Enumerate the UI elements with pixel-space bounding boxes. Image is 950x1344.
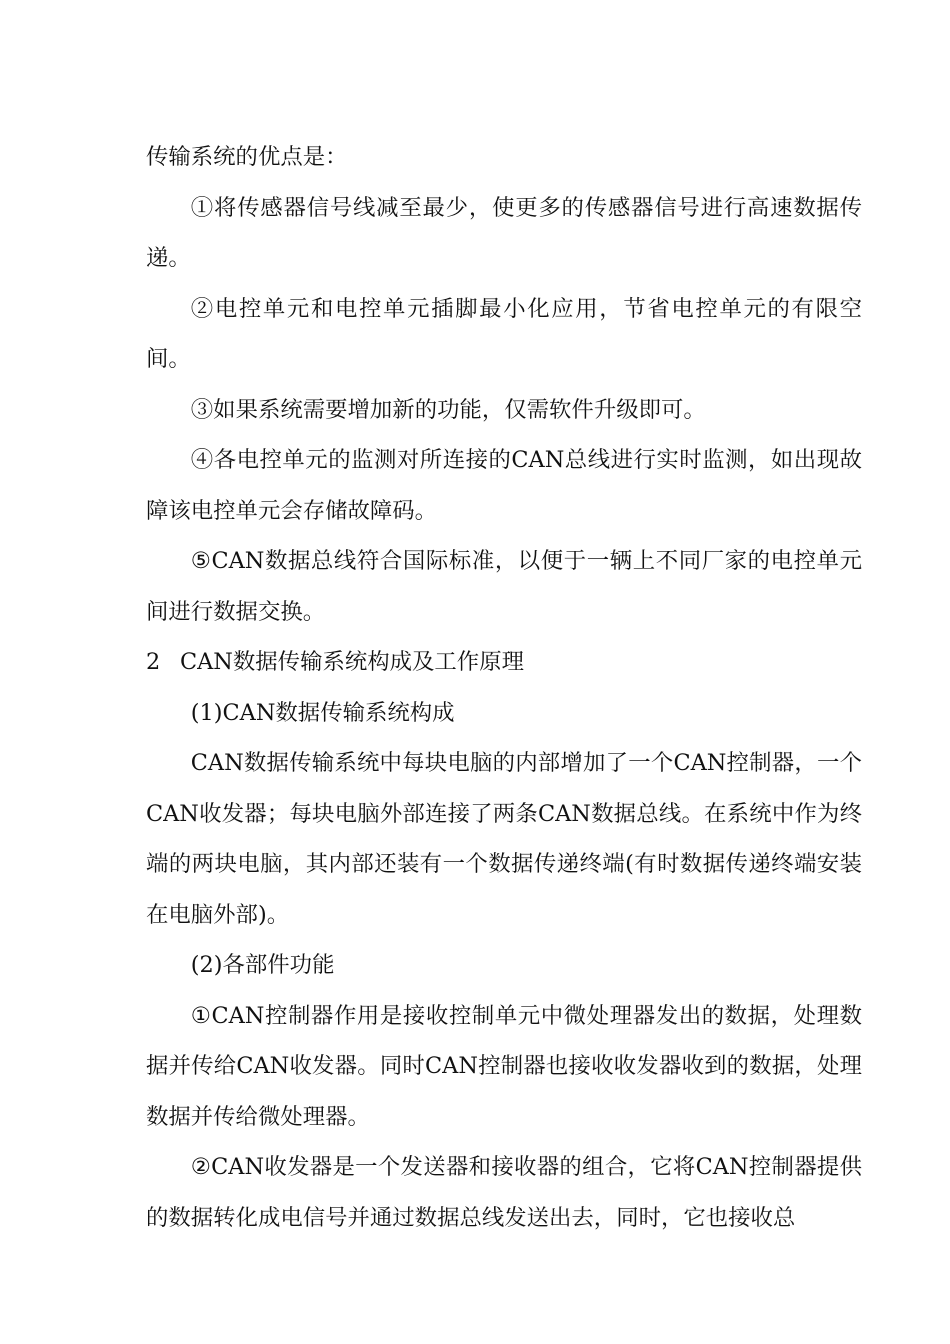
paragraph-composition: CAN数据传输系统中每块电脑的内部增加了一个CAN控制器，一个CAN收发器；每块电脑外部连接了两条CAN数据总线。在系统中作为终端的两块电脑，其内部还装有一个数据传递终端(有时数据传递终端安装在电脑外部)。: [146, 750, 862, 928]
advantage-item-2: ②电控单元和电控单元插脚最小化应用，节省电控单元的有限空间。: [146, 295, 862, 372]
advantage-item-1: ①将传感器信号线减至最少，使更多的传感器信号进行高速数据传递。: [146, 194, 862, 271]
subheading-composition: (1)CAN数据传输系统构成: [190, 699, 455, 726]
section-title: CAN数据传输系统构成及工作原理: [180, 649, 524, 675]
section-number: 2: [146, 649, 161, 675]
document-page: [146, 132, 862, 1243]
advantage-item-5: ⑤CAN数据总线符合国际标准，以便于一辆上不同厂家的电控单元间进行数据交换。: [146, 548, 862, 625]
intro-line: 传输系统的优点是：: [146, 144, 348, 170]
section-heading: [146, 637, 862, 688]
paragraph-transceiver: ②CAN收发器是一个发送器和接收器的组合，它将CAN控制器提供的数据转化成电信号并通过数据总线发送出去，同时，它也接收总: [146, 1154, 862, 1231]
subheading-functions: (2)各部件功能: [190, 952, 335, 978]
advantage-item-4: ④各电控单元的监测对所连接的CAN总线进行实时监测，如出现故障该电控单元会存储故障码。: [146, 447, 862, 524]
advantage-item-3: ③如果系统需要增加新的功能，仅需软件升级即可。: [190, 396, 706, 423]
paragraph-controller: ①CAN控制器作用是接收控制单元中微处理器发出的数据，处理数据并传给CAN收发器。同时CAN控制器也接收收发器收到的数据，处理数据并传给微处理器。: [146, 1002, 862, 1130]
